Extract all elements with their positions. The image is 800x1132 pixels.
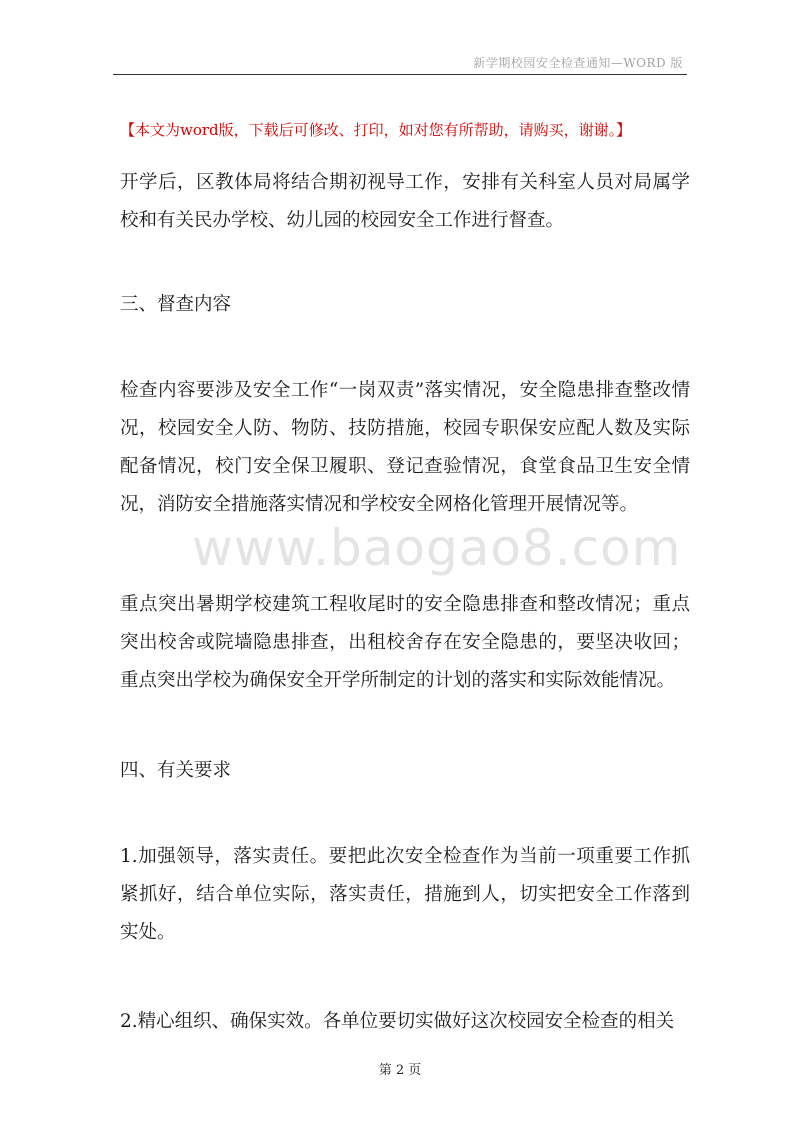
paragraph-requirement-2: 2.精心组织、确保实效。各单位要切实做好这次校园安全检查的相关 [120,1011,675,1032]
page-number: 第 2 页 [378,1063,422,1078]
paragraph-intro: 开学后，区教体局将结合期初视导工作，安排有关科室人员对局属学校和有关民办学校、幼儿园的校园安全工作进行督查。 [120,172,690,231]
header-divider [113,74,687,75]
paragraph-check-content: 检查内容要涉及安全工作“一岗双责”落实情况，安全隐患排查整改情况，校园安全人防、物防、技防措施，校园专职保安应配人数及实际配备情况，校门安全保卫履职、登记查验情况，食堂食品卫生安全情况，消防安全措施落实情况和学校安全网格化管理开展情况等。 [120,380,690,515]
purchase-notice: 【本文为word版，下载后可修改、打印，如对您有所帮助，请购买，谢谢。】 [120,121,632,139]
paragraph-requirement-1: 1.加强领导，落实责任。要把此次安全检查作为当前一项重要工作抓紧抓好，结合单位实际，落实责任，措施到人，切实把安全工作落到实处。 [120,846,690,943]
running-header: 新学期校园安全检查通知—WORD 版 [473,56,683,70]
section-heading-3: 三、督查内容 [120,294,232,315]
watermark-text: www.baogao8.com [192,519,682,577]
paragraph-key-focus: 重点突出暑期学校建筑工程收尾时的安全隐患排查和整改情况；重点突出校舍或院墙隐患排查，出租校舍存在安全隐患的，要坚决收回；重点突出学校为确保安全开学所制定的计划的落实和实际效能情况。 [120,594,690,691]
section-heading-4: 四、有关要求 [120,760,232,781]
